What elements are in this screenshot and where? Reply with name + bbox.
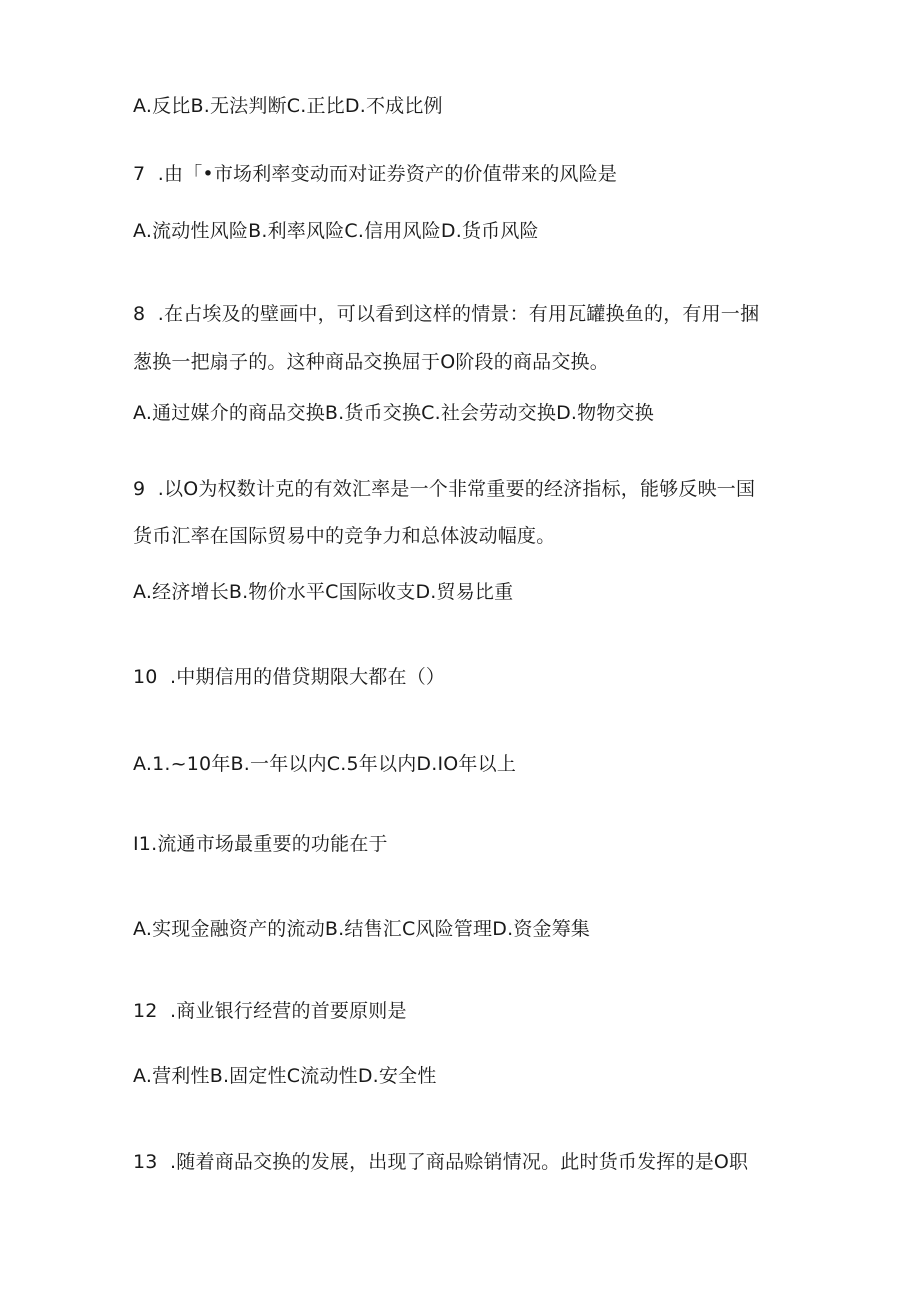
options-q11: A.实现金融资产的流动B.结售汇C风险管理D.资金筹集: [133, 918, 591, 940]
question-12: 12 .商业银行经营的首要原则是: [133, 1000, 407, 1022]
question-7: 7 .由「•市场利率变动而对证券资产的价值带来的风险是: [133, 163, 618, 185]
question-9-line-2: 货币汇率在国际贸易中的竞争力和总体波动幅度。: [133, 525, 556, 547]
question-13: 13 .随着商品交换的发展，出现了商品赊销情况。此时货币发挥的是O职: [133, 1151, 749, 1173]
options-q6: A.反比B.无法判断C.正比D.不成比例: [133, 95, 443, 117]
question-10: 10 .中期信用的借贷期限大都在（）: [133, 666, 446, 688]
question-8-line-2: 葱换一把扇子的。这种商品交换屈于O阶段的商品交换。: [133, 351, 609, 373]
question-11: I1.流通市场最重要的功能在于: [133, 833, 388, 855]
question-8-line-1: 8 .在占埃及的壁画中，可以看到这样的情景：有用瓦罐换鱼的，有用一捆: [133, 303, 760, 325]
options-q9: A.经济增长B.物价水平C国际收支D.贸易比重: [133, 581, 514, 603]
options-q10: A.1.~10年B.一年以内C.5年以内D.IO年以上: [133, 753, 517, 775]
options-q12: A.营利性B.固定性C流动性D.安全性: [133, 1065, 437, 1087]
options-q8: A.通过媒介的商品交换B.货币交换C.社会劳动交换D.物物交换: [133, 402, 654, 424]
question-9-line-1: 9 .以O为权数计克的有效汇率是一个非常重要的经济指标，能够反映一国: [133, 478, 756, 500]
options-q7: A.流动性风险B.利率风险C.信用风险D.货币风险: [133, 220, 539, 242]
